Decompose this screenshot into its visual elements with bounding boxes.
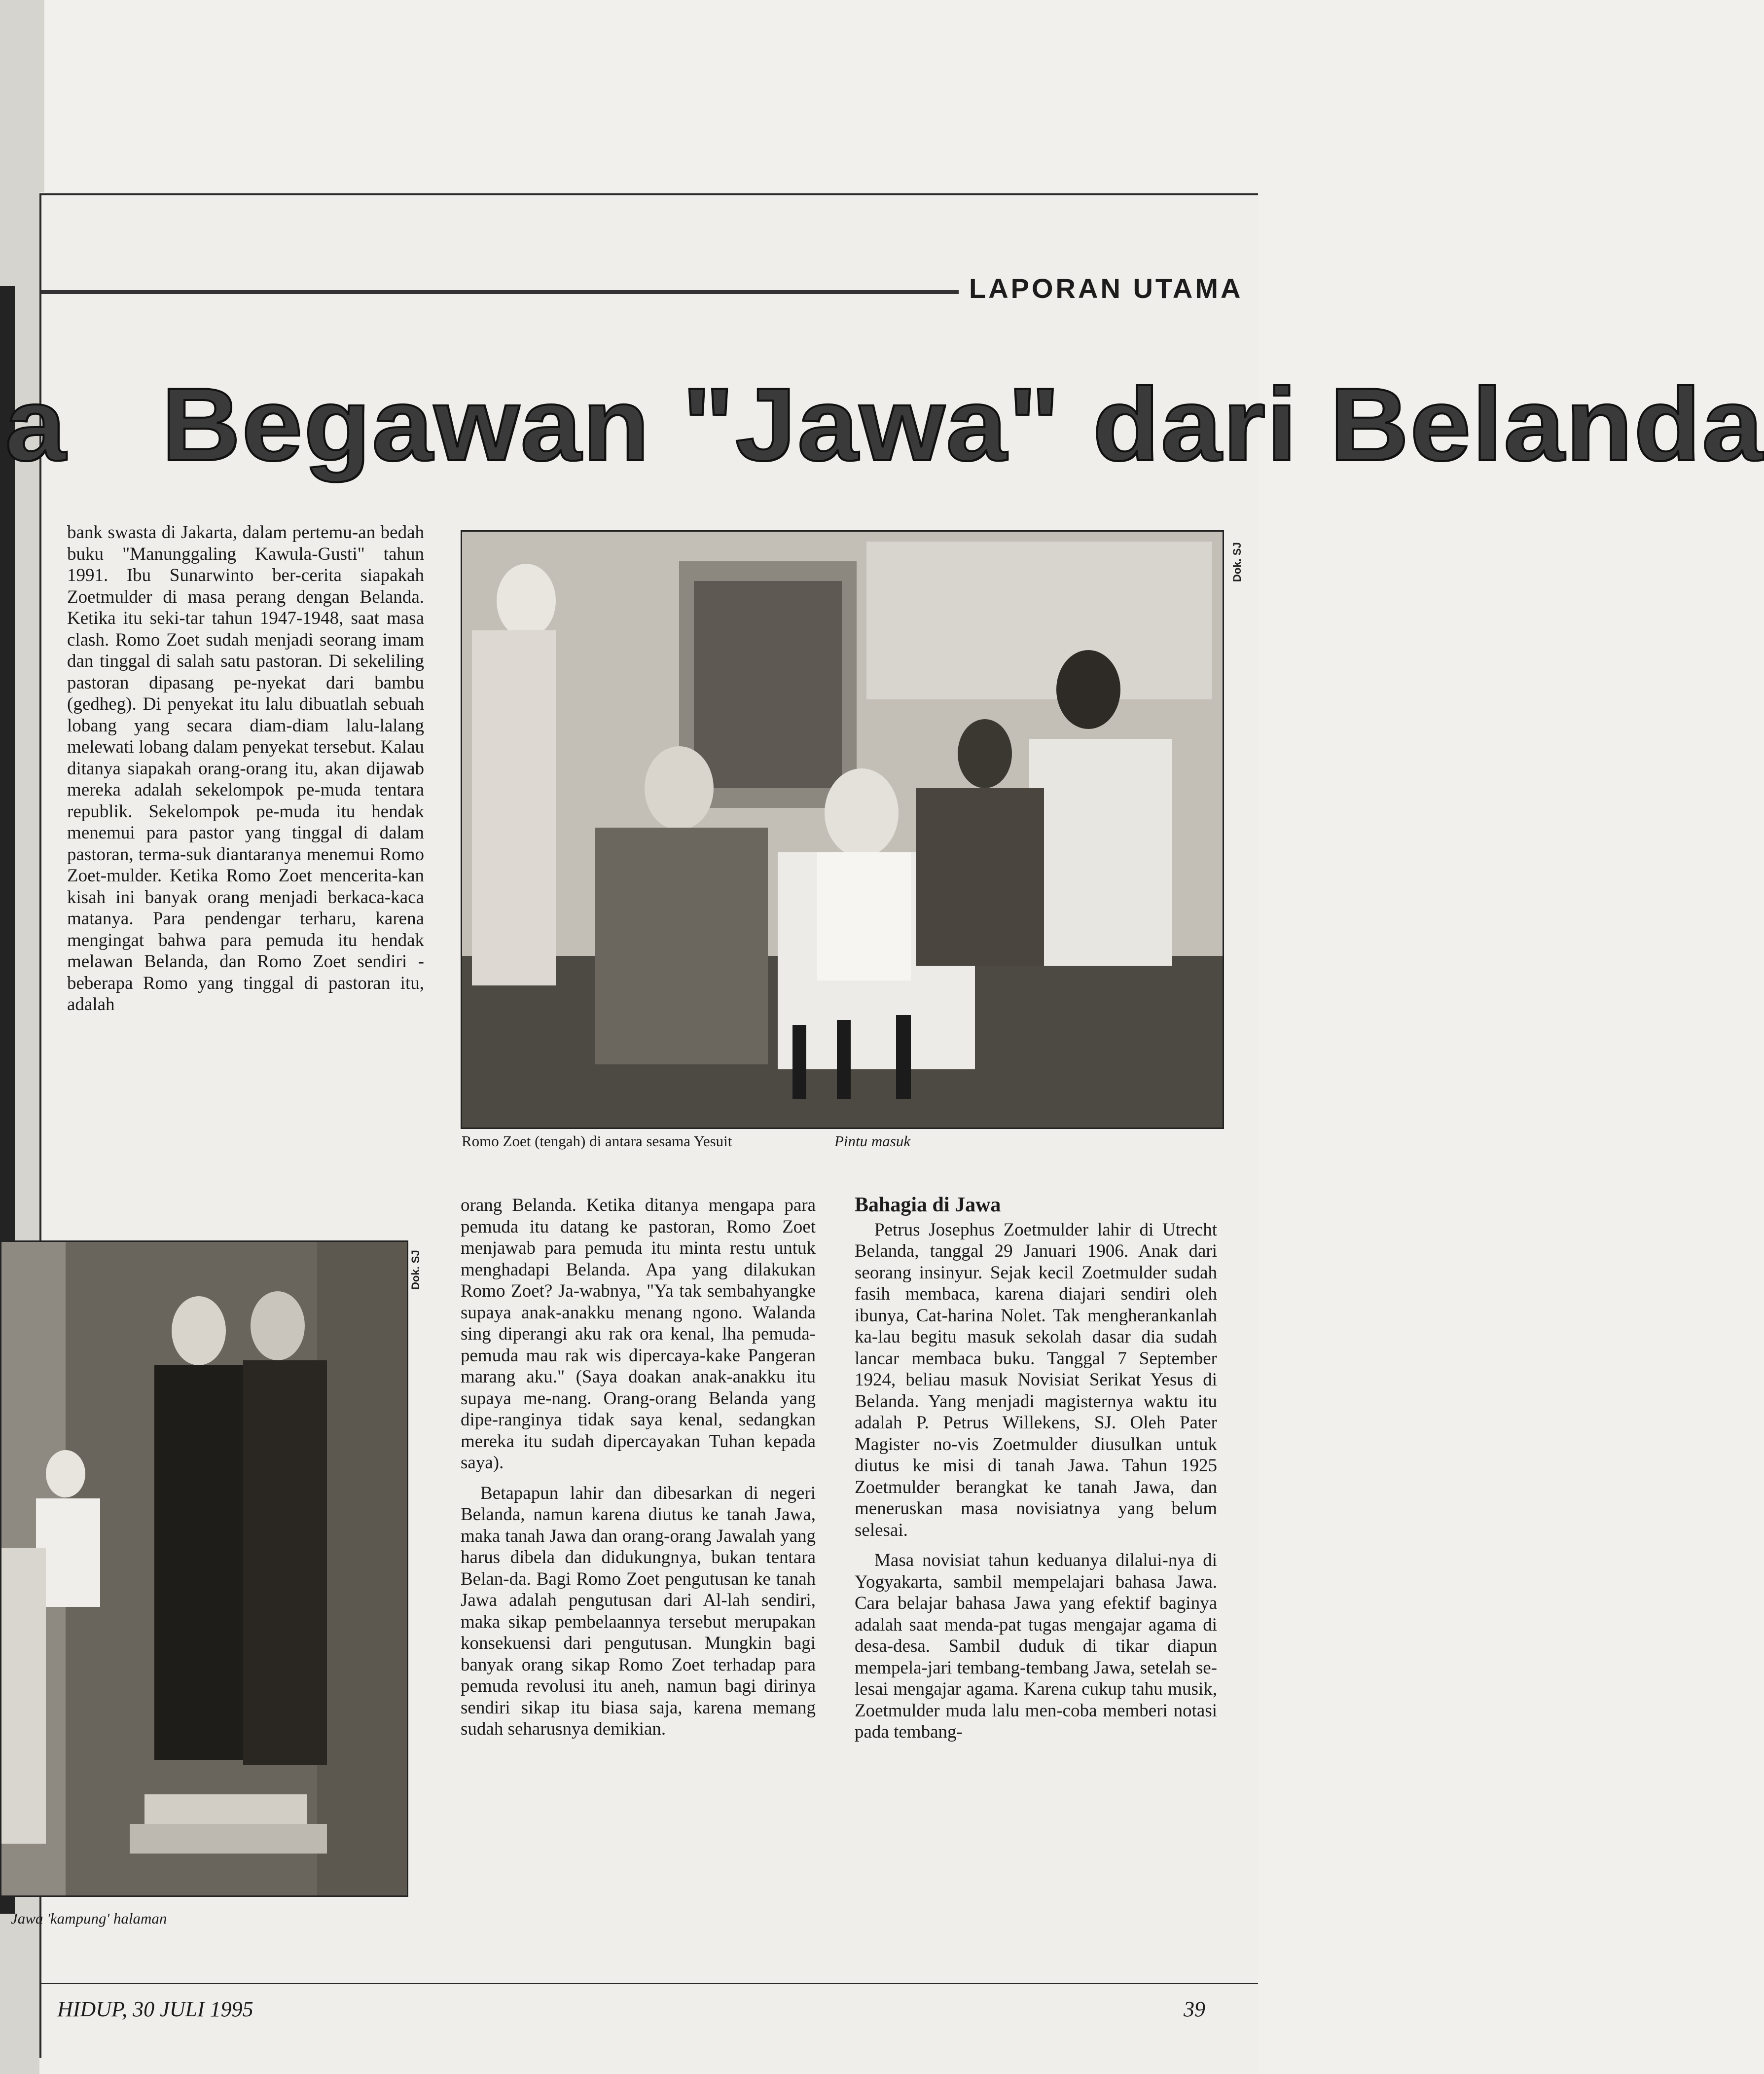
- headline: [5, 365, 1764, 484]
- photo-jesuits: [461, 530, 1224, 1129]
- column3-heading: Bahagia di Jawa: [855, 1194, 1001, 1216]
- photo-doorway-illustration: [1, 1242, 407, 1895]
- article-column-1: [67, 522, 424, 1016]
- section-label: LAPORAN UTAMA: [969, 273, 1243, 304]
- article-column-3: [855, 1195, 1217, 1743]
- footer-publication: HIDUP, 30 JULI 1995: [57, 1997, 253, 2021]
- headline-fragment: a: [5, 366, 67, 482]
- column3-paragraph: Petrus Josephus Zoetmulder lahir di Utrecht Belanda, tanggal 29 Januari 1906. Anak dari seorang insinyur. Sejak kecil Zoetmulder sudah fasih membaca, karena diajari sendiri oleh ibunya, Cat-harina Nolet. Tak mengherankanlah ka-lau begitu masuk sekolah dasar dia sudah lancar membaca buku. Tanggal 7 September 1924, beliau masuk Novisiat Serikat Yesus di Belanda. Yang menjadi magisternya waktu itu adalah P. Petrus Willekens, SJ. Oleh Pater Magister no-vis Zoetmulder diusulkan untuk diutus ke misi di tanah Jawa. Tahun 1925 Zoetmulder berangkat ke tanah Jawa, dan meneruskan masa novisiatnya yang belum selesai.: [855, 1219, 1217, 1540]
- article-column-2: [461, 1195, 816, 1740]
- headline-container: [0, 365, 1764, 482]
- bottom-rule: [41, 1983, 1258, 1984]
- column1-paragraph: bank swasta di Jakarta, dalam pertemu-an bedah buku "Manunggaling Kawula-Gusti" tahun 1991. Ibu Sunarwinto ber-cerita siapakah Zoetmulder di masa perang dengan Belanda. Ketika itu seki-tar tahun 1947-1948, saat masa clash. Romo Zoet sudah menjadi seorang imam dan tinggal di salah satu pastoran. Di sekeliling pastoran dipasang pe-nyekat dari bambu (gedheg). Di penyekat itu lalu dibuatlah sebuah lobang yang secara diam-diam lalu-lalang melewati lobang dalam penyekat tersebut. Kalau ditanya siapakah orang-orang itu, akan dijawab mereka adalah sekelompok pe-muda tentara republik. Sekelompok pe-muda itu hendak menemui para pastor yang tinggal di dalam pastoran, terma-suk diantaranya menemui Romo Zoet-mulder. Ketika Romo Zoet mencerita-kan kisah ini banyak orang menjadi berkaca-kaca matanya. Para pendengar terharu, karena mengingat bahwa para pemuda itu hendak melawan Belanda, dan Romo Zoet sendiri -beberapa Romo yang tinggal di pastoran itu, adalah: [67, 522, 424, 1015]
- photo1-caption: Romo Zoet (tengah) di antara sesama Yesuit: [462, 1132, 732, 1150]
- photo2-caption: Jawa 'kampung' halaman: [11, 1910, 167, 1927]
- section-rule: [41, 290, 959, 294]
- photo2-credit: Dok. SJ: [409, 1250, 422, 1290]
- column3-paragraph: Masa novisiat tahun keduanya dilalui-nya di Yogyakarta, sambil mempelajari bahasa Jawa. Cara belajar bahasa Jawa yang efektif baginya adalah saat menda-pat tugas mengajar agama di desa-desa. Sambil duduk di tikar diapun mempela-jari tembang-tembang Jawa, setelah se-lesai mengajar agama. Karena cukup tahu musik, Zoetmulder muda lalu men-coba memberi notasi pada tembang-: [855, 1550, 1217, 1742]
- column2-paragraph: Betapapun lahir dan dibesarkan di negeri Belanda, namun karena diutus ke tanah Jawa, maka tanah Jawa dan orang-orang Jawalah yang harus dibela dan didukungnya, bukan tentara Belan-da. Bagi Romo Zoet pengutusan ke tanah Jawa adalah pengutusan dari Al-lah sendiri, maka sikap pembelaannya tersebut merupakan konsekuensi dari pengutusan. Mungkin bagi banyak orang sikap Romo Zoet terhadap para pemuda revolusi itu aneh, namun bagi dirinya sendiri sikap itu biasa saja, karena memang sudah seharusnya demikian.: [461, 1483, 816, 1739]
- photo-jesuits-illustration: [462, 532, 1223, 1128]
- page-number: 39: [1184, 1997, 1205, 2021]
- top-rule: [41, 193, 1258, 195]
- photo1-credit: Dok. SJ: [1231, 542, 1243, 582]
- photo-doorway: [0, 1240, 408, 1897]
- photo1-caption-italic: Pintu masuk: [834, 1132, 911, 1150]
- column2-paragraph: orang Belanda. Ketika ditanya mengapa para pemuda itu datang ke pastoran, Romo Zoet menjawab para pemuda itu minta restu untuk menghadapi Belanda. Apa yang dilakukan Romo Zoet? Ja-wabnya, "Ya tak sembahyangke supaya anak-anakku menang ngono. Walanda sing diperangi aku rak ora kenal, lha pemuda-pemuda mau rak wis dipercaya-kake Pangeran marang aku." (Saya doakan anak-anakku itu supaya me-nang. Orang-orang Belanda yang dipe-ranginya tidak saya kenal, sedangkan mereka itu sudah dipercayakan Tuhan kepada saya).: [461, 1195, 816, 1473]
- headline-text: Begawan "Jawa" dari Belanda: [161, 366, 1764, 482]
